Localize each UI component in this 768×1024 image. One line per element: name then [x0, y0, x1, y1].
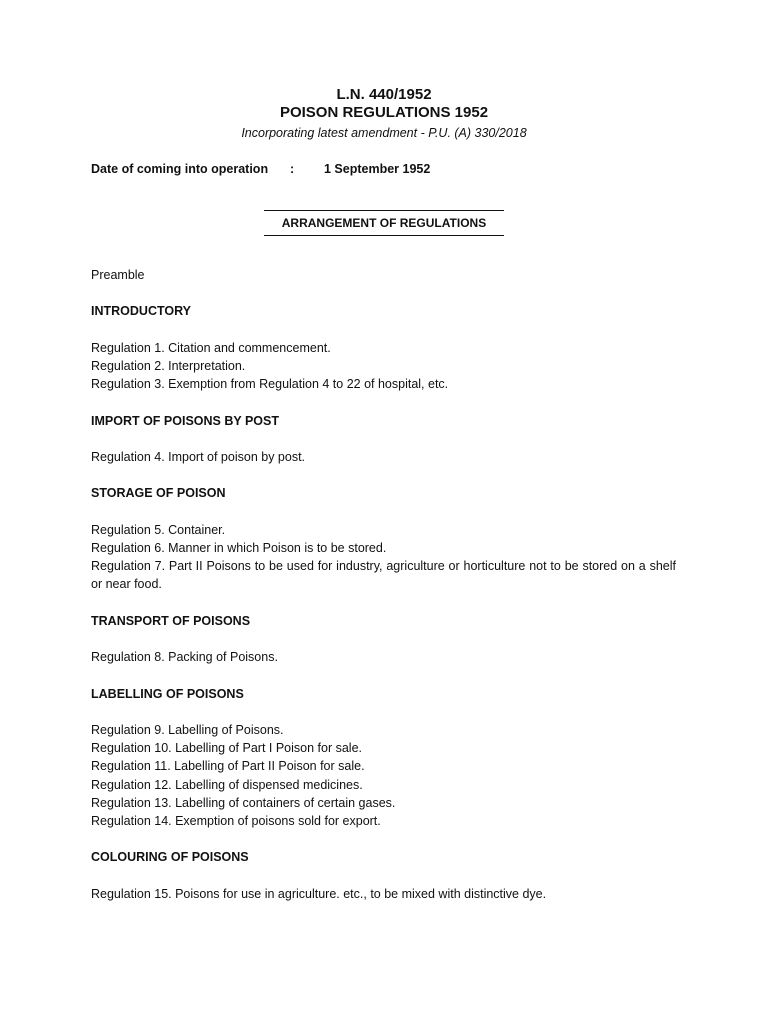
list-item: Regulation 11. Labelling of Part II Poison for sale.: [91, 759, 365, 774]
operation-date-colon: :: [290, 162, 295, 176]
list-item: Regulation 1. Citation and commencement.: [91, 340, 331, 355]
list-item: Regulation 13. Labelling of containers of certain gases.: [91, 795, 396, 810]
legal-notice-number: L.N. 440/1952: [336, 86, 432, 103]
section-heading-storage: STORAGE OF POISON: [91, 486, 226, 501]
section-heading-labelling: LABELLING OF POISONS: [91, 686, 244, 701]
list-item: Regulation 6. Manner in which Poison is to be stored.: [91, 540, 387, 555]
list-item: Regulation 9. Labelling of Poisons.: [91, 722, 284, 737]
list-item: Regulation 3. Exemption from Regulation 4 to 22 of hospital, etc.: [91, 377, 449, 392]
amendment-subtitle: Incorporating latest amendment - P.U. (A) 330/2018: [241, 126, 527, 140]
list-item: Regulation 4. Import of poison by post.: [91, 449, 306, 464]
arrangement-heading: ARRANGEMENT OF REGULATIONS: [264, 210, 504, 236]
list-item: Regulation 8. Packing of Poisons.: [91, 650, 278, 665]
list-item: Regulation 5. Container.: [91, 522, 226, 537]
section-heading-introductory: INTRODUCTORY: [91, 304, 191, 319]
section-heading-import: IMPORT OF POISONS BY POST: [91, 413, 279, 428]
list-item: Regulation 7. Part II Poisons to be used for industry, agriculture or horticulture not to be stored on a shelf or near food.: [91, 559, 676, 592]
list-item: Regulation 12. Labelling of dispensed medicines.: [91, 777, 363, 792]
section-heading-transport: TRANSPORT OF POISONS: [91, 613, 251, 628]
regulations-list: [91, 266, 676, 903]
operation-date-label: Date of coming into operation: [91, 162, 269, 176]
list-item: Regulation 2. Interpretation.: [91, 358, 246, 373]
operation-date-value: 1 September 1952: [324, 162, 431, 176]
list-item: Regulation 14. Exemption of poisons sold for export.: [91, 813, 381, 828]
document-title: POISON REGULATIONS 1952: [279, 104, 489, 121]
preamble: Preamble: [91, 268, 145, 282]
list-item: Regulation 10. Labelling of Part I Poison for sale.: [91, 741, 363, 756]
list-item: Regulation 15. Poisons for use in agriculture. etc., to be mixed with distinctive dye.: [91, 886, 547, 901]
section-heading-colouring: COLOURING OF POISONS: [91, 850, 249, 865]
